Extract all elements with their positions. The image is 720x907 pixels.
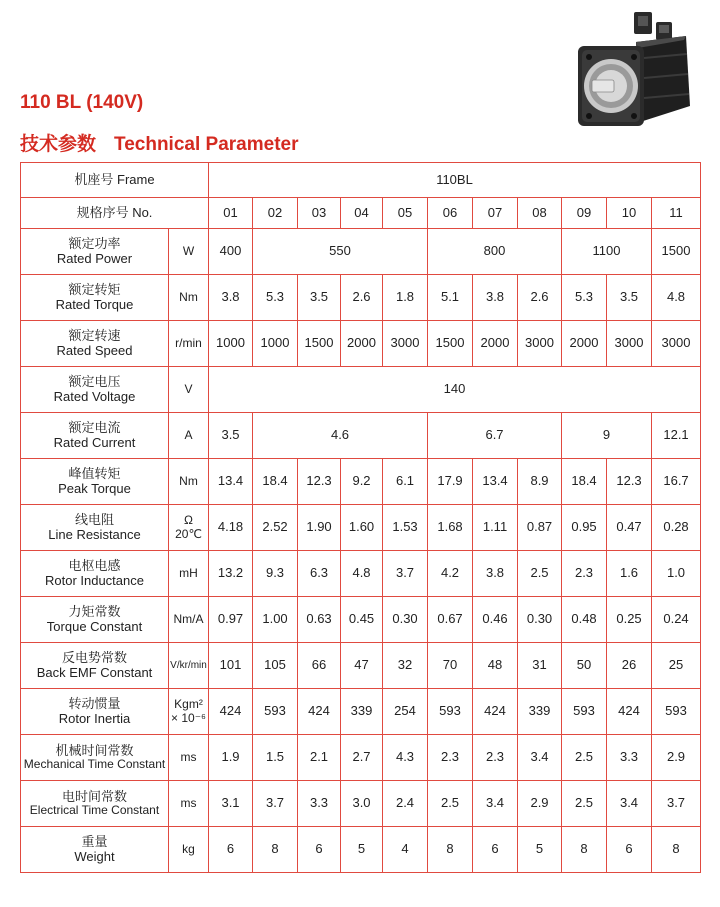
value-cell: 1000 (209, 321, 253, 367)
value-cell: 50 (562, 643, 607, 689)
parameter-name-zh: 额定功率 (68, 236, 121, 252)
value-cell: 339 (518, 689, 562, 735)
value-cell: 101 (209, 643, 253, 689)
value-cell: 3.0 (341, 781, 383, 827)
value-cell: 1.00 (253, 597, 298, 643)
value-cell: 26 (607, 643, 652, 689)
value-cell: 66 (298, 643, 341, 689)
value-cell: 3.3 (607, 735, 652, 781)
unit-text-secondary: 20℃ (175, 526, 202, 541)
value-cell: 2.9 (518, 781, 562, 827)
value-cell: 3.5 (209, 413, 253, 459)
value-cell: 593 (428, 689, 473, 735)
parameter-name-zh: 额定电流 (68, 420, 121, 436)
value-cell: 6 (298, 827, 341, 873)
parameter-name-en: Rated Power (56, 250, 133, 266)
value-cell: 0.95 (562, 505, 607, 551)
value-cell: 4.8 (652, 275, 701, 321)
model-number-cell: 01 (209, 198, 253, 229)
value-cell: 4.3 (383, 735, 428, 781)
value-cell: 5.3 (253, 275, 298, 321)
value-cell: 17.9 (428, 459, 473, 505)
model-number-cell: 07 (473, 198, 518, 229)
parameter-name (21, 781, 169, 827)
value-cell: 1.9 (209, 735, 253, 781)
parameter-name (21, 505, 169, 551)
table-row (21, 321, 701, 367)
value-cell: 6.1 (383, 459, 428, 505)
value-cell: 8 (253, 827, 298, 873)
value-cell: 8.9 (518, 459, 562, 505)
unit-text: V (184, 381, 193, 396)
value-cell: 3.4 (518, 735, 562, 781)
unit-cell (169, 367, 209, 413)
parameter-name-en: Torque Constant (46, 618, 143, 634)
value-cell: 1.68 (428, 505, 473, 551)
value-cell: 1.5 (253, 735, 298, 781)
value-cell: 8 (562, 827, 607, 873)
model-number-cell: 10 (607, 198, 652, 229)
unit-cell (169, 459, 209, 505)
value-cell: 2000 (562, 321, 607, 367)
table-row (21, 229, 701, 275)
model-number-cell: 06 (428, 198, 473, 229)
technical-parameter-table (20, 162, 701, 873)
table-row (21, 689, 701, 735)
value-cell: 5 (518, 827, 562, 873)
value-cell: 6 (209, 827, 253, 873)
unit-text: Kgm² (174, 697, 203, 712)
value-cell: 3.4 (473, 781, 518, 827)
value-cell: 593 (253, 689, 298, 735)
value-cell: 9.2 (341, 459, 383, 505)
value-cell: 0.97 (209, 597, 253, 643)
parameter-name (21, 827, 169, 873)
section-title-en: Technical Parameter (114, 134, 299, 155)
table-row (21, 597, 701, 643)
value-cell: 8 (428, 827, 473, 873)
value-cell: 5 (341, 827, 383, 873)
unit-cell (169, 229, 209, 275)
value-cell: 6.7 (428, 413, 562, 459)
value-cell: 4 (383, 827, 428, 873)
parameter-name (21, 735, 169, 781)
unit-cell (169, 735, 209, 781)
value-cell: 4.2 (428, 551, 473, 597)
value-cell: 2.4 (383, 781, 428, 827)
value-cell: 6 (473, 827, 518, 873)
value-cell: 18.4 (562, 459, 607, 505)
value-cell: 1.0 (652, 551, 701, 597)
value-cell: 2.6 (518, 275, 562, 321)
parameter-name-en: Rated Current (53, 434, 136, 450)
value-cell: 2.7 (341, 735, 383, 781)
section-title-zh: 技术参数 (20, 134, 97, 155)
model-number-cell: 02 (253, 198, 298, 229)
value-cell: 2000 (473, 321, 518, 367)
value-cell: 1.6 (607, 551, 652, 597)
value-cell: 3.7 (652, 781, 701, 827)
parameter-name-zh: 额定转矩 (68, 282, 121, 298)
unit-text: ms (180, 749, 197, 764)
value-cell: 4.8 (341, 551, 383, 597)
value-cell: 3000 (607, 321, 652, 367)
parameter-name (21, 551, 169, 597)
value-cell: 800 (428, 229, 562, 275)
parameter-name-zh: 电枢电感 (68, 558, 121, 574)
value-cell: 0.25 (607, 597, 652, 643)
model-number-cell: 08 (518, 198, 562, 229)
unit-text: V/kr/min (170, 660, 207, 671)
value-cell: 0.63 (298, 597, 341, 643)
value-cell: 12.1 (652, 413, 701, 459)
value-cell: 0.48 (562, 597, 607, 643)
value-cell: 3.4 (607, 781, 652, 827)
value-cell: 2.5 (562, 735, 607, 781)
value-cell: 3.3 (298, 781, 341, 827)
value-cell: 400 (209, 229, 253, 275)
unit-text: ms (180, 795, 197, 810)
parameter-name-en: Rated Speed (56, 342, 133, 358)
parameter-name-zh: 机械时间常数 (55, 742, 134, 758)
model-number-cell: 04 (341, 198, 383, 229)
value-cell: 424 (298, 689, 341, 735)
value-cell: 1500 (298, 321, 341, 367)
value-cell: 0.28 (652, 505, 701, 551)
value-cell: 3000 (652, 321, 701, 367)
value-cell: 3.7 (253, 781, 298, 827)
value-cell: 13.4 (473, 459, 518, 505)
value-cell: 2.3 (428, 735, 473, 781)
unit-cell (169, 505, 209, 551)
value-cell: 1.60 (341, 505, 383, 551)
value-cell: 339 (341, 689, 383, 735)
frame-label: 机座号 Frame (21, 163, 209, 198)
unit-cell (169, 321, 209, 367)
unit-text: mH (179, 565, 198, 580)
value-cell: 550 (253, 229, 428, 275)
parameter-name (21, 597, 169, 643)
value-cell: 13.2 (209, 551, 253, 597)
value-cell: 0.30 (383, 597, 428, 643)
value-cell: 1100 (562, 229, 652, 275)
unit-text: W (182, 243, 195, 258)
value-cell: 3000 (518, 321, 562, 367)
value-cell: 254 (383, 689, 428, 735)
parameter-name-zh: 反电势常数 (61, 650, 127, 666)
parameter-name-en: Rated Voltage (53, 388, 136, 404)
value-cell: 1.11 (473, 505, 518, 551)
unit-text-secondary: × 10⁻⁶ (171, 710, 206, 725)
unit-cell (169, 643, 209, 689)
value-cell: 8 (652, 827, 701, 873)
value-cell: 4.6 (253, 413, 428, 459)
value-cell: 1000 (253, 321, 298, 367)
value-cell: 13.4 (209, 459, 253, 505)
table-row (21, 781, 701, 827)
value-cell: 0.67 (428, 597, 473, 643)
value-cell: 2.5 (428, 781, 473, 827)
value-cell: 70 (428, 643, 473, 689)
value-cell: 1.53 (383, 505, 428, 551)
value-cell: 5.1 (428, 275, 473, 321)
table-row (21, 551, 701, 597)
parameter-name-zh: 力矩常数 (68, 604, 121, 620)
value-cell: 2.6 (341, 275, 383, 321)
value-cell: 3.8 (473, 551, 518, 597)
table-row (21, 459, 701, 505)
value-cell: 140 (209, 367, 701, 413)
unit-cell (169, 275, 209, 321)
unit-text: kg (182, 841, 195, 856)
parameter-name-zh: 电时间常数 (61, 788, 127, 804)
unit-text: A (184, 427, 193, 442)
servo-motor-image (574, 8, 694, 142)
parameter-name-en: Electrical Time Constant (29, 803, 160, 818)
value-cell: 48 (473, 643, 518, 689)
value-cell: 105 (253, 643, 298, 689)
value-cell: 2.5 (562, 781, 607, 827)
parameter-name-zh: 额定转速 (68, 328, 121, 344)
value-cell: 2.3 (473, 735, 518, 781)
value-cell: 2.1 (298, 735, 341, 781)
value-cell: 2.3 (562, 551, 607, 597)
unit-cell (169, 551, 209, 597)
unit-cell (169, 781, 209, 827)
value-cell: 593 (562, 689, 607, 735)
unit-text: Nm (179, 289, 198, 304)
value-cell: 2.9 (652, 735, 701, 781)
value-cell: 424 (209, 689, 253, 735)
value-cell: 31 (518, 643, 562, 689)
frame-row (21, 163, 701, 198)
value-cell: 0.24 (652, 597, 701, 643)
table-row (21, 643, 701, 689)
section-title (20, 129, 298, 156)
value-cell: 9 (562, 413, 652, 459)
parameter-name (21, 459, 169, 505)
table-row (21, 735, 701, 781)
value-cell: 12.3 (607, 459, 652, 505)
value-cell: 12.3 (298, 459, 341, 505)
table-row (21, 505, 701, 551)
unit-text: Nm (179, 473, 198, 488)
value-cell: 424 (473, 689, 518, 735)
value-cell: 3.7 (383, 551, 428, 597)
parameter-name-zh: 额定电压 (68, 374, 121, 390)
unit-text: r/min (175, 335, 202, 350)
parameter-name-zh: 转动惯量 (68, 696, 121, 712)
value-cell: 6.3 (298, 551, 341, 597)
parameter-name (21, 229, 169, 275)
value-cell: 2.5 (518, 551, 562, 597)
value-cell: 0.87 (518, 505, 562, 551)
model-number-cell: 03 (298, 198, 341, 229)
value-cell: 3.5 (607, 275, 652, 321)
value-cell: 2.52 (253, 505, 298, 551)
parameter-name-en: Peak Torque (58, 480, 131, 496)
value-cell: 3.5 (298, 275, 341, 321)
parameter-name (21, 413, 169, 459)
value-cell: 2000 (341, 321, 383, 367)
value-cell: 25 (652, 643, 701, 689)
value-cell: 6 (607, 827, 652, 873)
value-cell: 593 (652, 689, 701, 735)
value-cell: 1500 (652, 229, 701, 275)
parameter-name-zh: 峰值转矩 (68, 466, 121, 482)
parameter-name (21, 367, 169, 413)
unit-cell (169, 827, 209, 873)
table-row (21, 827, 701, 873)
model-number-row (21, 198, 701, 229)
table-row (21, 413, 701, 459)
parameter-name-en: Rotor Inductance (44, 572, 144, 588)
value-cell: 0.46 (473, 597, 518, 643)
value-cell: 32 (383, 643, 428, 689)
parameter-name-zh: 重量 (81, 834, 108, 850)
value-cell: 3.1 (209, 781, 253, 827)
value-cell: 3000 (383, 321, 428, 367)
value-cell: 3.8 (209, 275, 253, 321)
value-cell: 5.3 (562, 275, 607, 321)
frame-value: 110BL (209, 163, 701, 198)
unit-cell (169, 413, 209, 459)
table-row (21, 275, 701, 321)
value-cell: 18.4 (253, 459, 298, 505)
model-number-label: 规格序号 No. (21, 198, 209, 229)
unit-text: Nm/A (173, 611, 204, 626)
model-number-cell: 11 (652, 198, 701, 229)
value-cell: 0.45 (341, 597, 383, 643)
parameter-name (21, 275, 169, 321)
value-cell: 0.47 (607, 505, 652, 551)
parameter-name-en: Back EMF Constant (36, 664, 153, 680)
value-cell: 4.18 (209, 505, 253, 551)
parameter-name (21, 643, 169, 689)
model-number-cell: 09 (562, 198, 607, 229)
value-cell: 0.30 (518, 597, 562, 643)
value-cell: 1.8 (383, 275, 428, 321)
parameter-name-en: Mechanical Time Constant (23, 757, 166, 772)
parameter-name-en: Line Resistance (48, 526, 141, 542)
parameter-name-zh: 线电阻 (74, 512, 114, 528)
parameter-name (21, 689, 169, 735)
unit-cell (169, 689, 209, 735)
parameter-name-en: Rotor Inertia (58, 710, 131, 726)
value-cell: 1.90 (298, 505, 341, 551)
value-cell: 9.3 (253, 551, 298, 597)
table-row (21, 367, 701, 413)
value-cell: 424 (607, 689, 652, 735)
value-cell: 16.7 (652, 459, 701, 505)
model-number-cell: 05 (383, 198, 428, 229)
unit-cell (169, 597, 209, 643)
parameter-name-en: Weight (74, 848, 115, 864)
value-cell: 47 (341, 643, 383, 689)
model-title: 110 BL (140V) (20, 92, 144, 113)
value-cell: 1500 (428, 321, 473, 367)
unit-text: Ω (184, 513, 193, 528)
parameter-name (21, 321, 169, 367)
parameter-name-en: Rated Torque (55, 296, 134, 312)
value-cell: 3.8 (473, 275, 518, 321)
